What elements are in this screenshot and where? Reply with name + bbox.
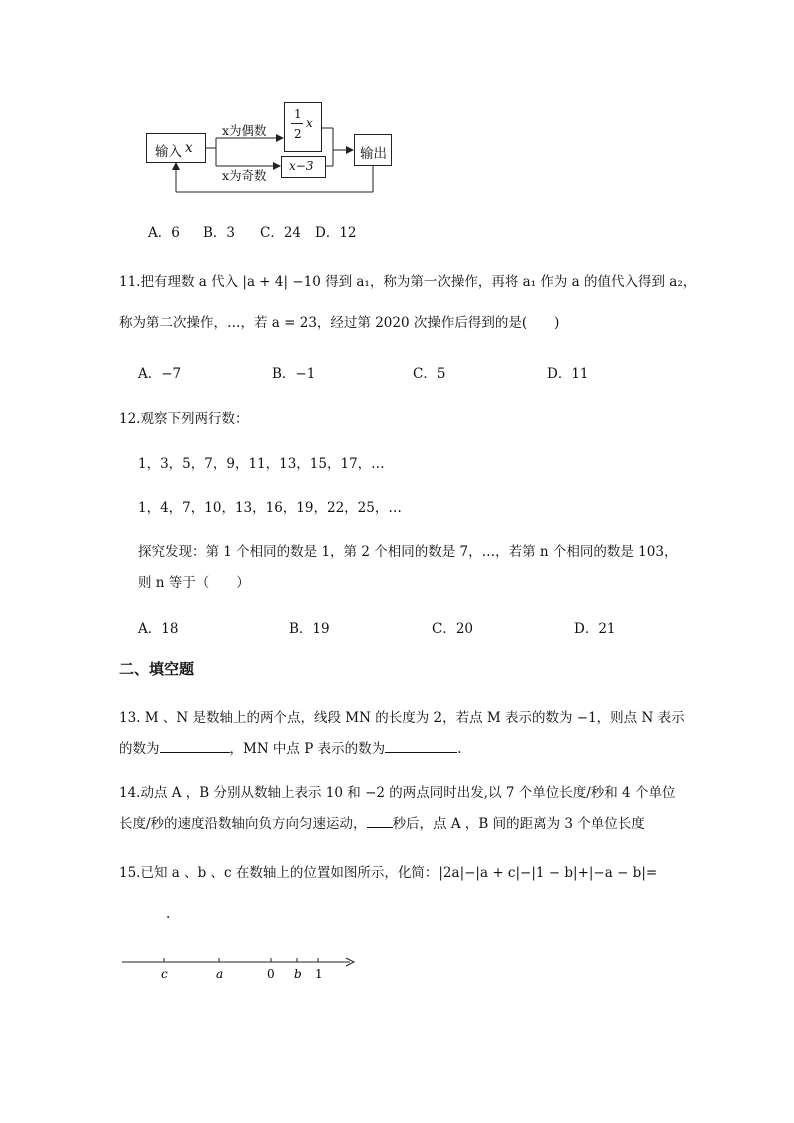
half-x-box — [284, 102, 322, 152]
q13-text-c: . — [457, 741, 462, 757]
label-one: 1 — [315, 967, 323, 981]
section-heading: 二、填空题 — [119, 660, 195, 678]
label-zero: 0 — [267, 967, 275, 981]
q10-option-d: D．12 — [315, 225, 357, 241]
label-b: b — [294, 967, 302, 981]
fraction-denominator: 2 — [294, 127, 302, 141]
input-box — [146, 133, 206, 163]
q12-row-2: 1，4，7，10，13，16，19，22，25，… — [138, 500, 402, 516]
q14-blank-seconds[interactable] — [367, 815, 393, 828]
q14-line-1: 14.动点 A ，B 分别从数轴上表示 10 和 −2 的两点同时出发,以 7 个单位长度/秒和 4 个单位 — [119, 785, 676, 801]
q15-answer-dot: . — [166, 906, 171, 922]
q13-line-2 — [119, 737, 461, 757]
q11-option-c: C．5 — [413, 366, 446, 382]
q12-question: 则 n 等于（ ） — [138, 575, 250, 591]
q14-text-a: 长度/秒的速度沿数轴向负方向匀速运动， — [119, 816, 367, 832]
q11-line-2: 称为第二次操作，…，若 a = 23，经过第 2020 次操作后得到的是( ) — [119, 315, 560, 331]
q13-text-b: ，MN 中点 P 表示的数为 — [229, 741, 386, 757]
input-variable: x — [185, 140, 193, 156]
odd-branch-label: x为奇数 — [222, 168, 267, 183]
minus-three-box — [281, 156, 326, 178]
output-box — [354, 134, 392, 166]
flowchart-connectors — [0, 0, 794, 210]
q12-option-c: C．20 — [432, 621, 474, 637]
input-label: 输入 — [155, 144, 182, 160]
q15-line-1: 15.已知 a 、b 、c 在数轴上的位置如图所示，化简：|2a|−|a + c|−|1 − b|+|−a − b|= — [119, 865, 658, 881]
even-branch-label: x为偶数 — [222, 123, 267, 138]
q13-text-a: 的数为 — [119, 741, 160, 757]
output-label: 输出 — [360, 146, 387, 162]
q11-option-b: B．−1 — [272, 366, 316, 382]
q12-discovery: 探究发现：第 1 个相同的数是 1，第 2 个相同的数是 7，…，若第 n 个相同的数是 103， — [138, 544, 678, 560]
q10-option-a: A．6 — [148, 225, 180, 241]
q13-blank-p[interactable] — [385, 740, 457, 753]
q12-option-d: D．21 — [574, 621, 616, 637]
minus-three-label: x−3 — [289, 159, 314, 173]
q11-option-d: D．11 — [547, 366, 589, 382]
q14-text-b: 秒后，点 A ，B 间的距离为 3 个单位长度 — [392, 816, 645, 832]
q13-line-1: 13. M 、N 是数轴上的两个点，线段 MN 的长度为 2，若点 M 表示的数为 −1，则点 N 表示 — [119, 710, 685, 726]
q10-option-c: C．24 — [260, 225, 302, 241]
number-line — [110, 945, 370, 990]
q12-option-a: A．18 — [138, 621, 179, 637]
q11-line-1: 11.把有理数 a 代入 |a + 4| −10 得到 a₁，称为第一次操作，再将 a₁ 作为 a 的值代入得到 a₂， — [119, 274, 697, 290]
label-c: c — [161, 967, 168, 981]
q10-option-b: B．3 — [203, 225, 236, 241]
fraction-variable: x — [306, 116, 313, 130]
q12-title: 12.观察下列两行数： — [119, 411, 249, 427]
q14-line-2 — [119, 812, 645, 832]
q12-option-b: B．19 — [289, 621, 330, 637]
fraction-numerator: 1 — [294, 107, 302, 121]
q11-option-a: A．−7 — [138, 366, 182, 382]
label-a: a — [216, 967, 224, 981]
q13-blank-n[interactable] — [160, 740, 230, 753]
fraction-bar — [291, 123, 303, 124]
q12-row-1: 1，3，5，7，9，11，13，15，17，… — [138, 456, 385, 472]
